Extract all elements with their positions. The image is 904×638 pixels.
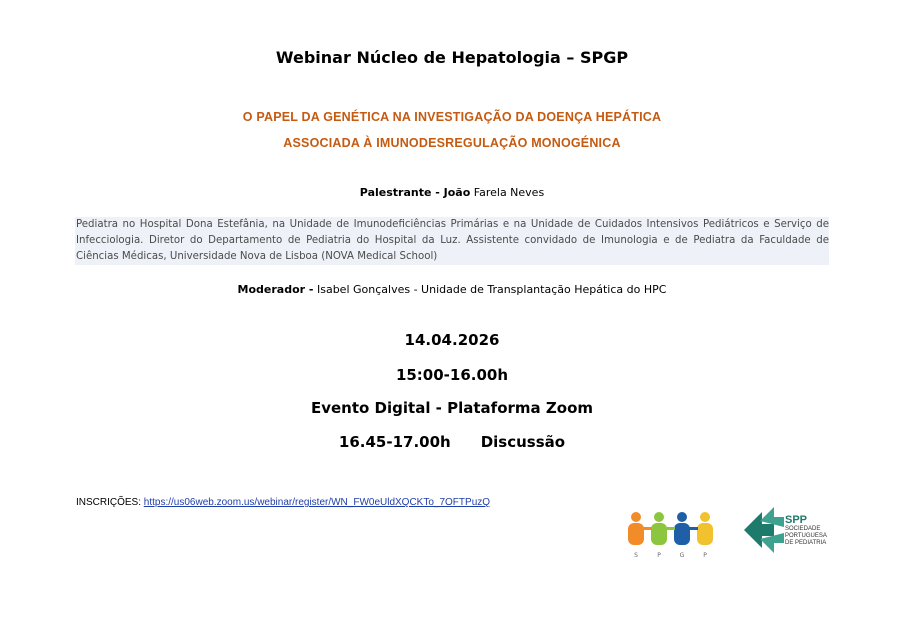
spgp-letter: P <box>657 552 661 559</box>
speaker-label: Palestrante - João <box>359 186 471 199</box>
spgp-arm-link <box>666 527 675 530</box>
moderator-text: Isabel Gonçalves - Unidade de Transplantação Hepática do HPC <box>313 283 667 296</box>
spgp-child-figure <box>697 512 713 545</box>
moderator-label: Moderador - <box>237 283 314 296</box>
event-time: 15:00-16.00h <box>395 366 509 384</box>
registration-line <box>76 497 490 508</box>
moderator-line <box>0 283 904 296</box>
spgp-child-figure <box>674 512 690 545</box>
spp-abbr: SPP <box>785 514 808 526</box>
discussion-label: Discussão <box>480 433 566 451</box>
spgp-arm-link <box>689 527 698 530</box>
spgp-letter: G <box>679 552 685 559</box>
spp-line-1: SOCIEDADE <box>785 526 821 532</box>
topic-title-line-2: ASSOCIADA À IMUNODESREGULAÇÃO MONOGÉNICA <box>283 136 621 150</box>
event-venue: Evento Digital - Plataforma Zoom <box>310 399 594 417</box>
speaker-name: Farela Neves <box>470 186 545 199</box>
speaker-bio: Pediatra no Hospital Dona Estefânia, na Unidade de Imunodeficiências Primárias e na Unidade de Cuidados Intensivos Pediátricos e Serviço de Infecciologia. Diretor do Departamento de Pediatria do Hospital da Luz. Assistente convidado de Imunologia e de Pediatra da Faculdade de Ciências Médicas, Universidade Nova de Lisboa (NOVA Medical School) <box>75 217 829 265</box>
spp-logo-text <box>785 514 827 547</box>
registration-link[interactable]: https://us06web.zoom.us/webinar/register/WN_FW0eUldXQCKTo_7OFTPuzQ <box>143 497 491 508</box>
page-title: Webinar Núcleo de Hepatologia – SPGP <box>275 48 629 67</box>
event-date: 14.04.2026 <box>404 331 500 349</box>
speaker-line <box>0 186 904 199</box>
spgp-logo <box>624 511 718 561</box>
discussion-line <box>0 433 904 451</box>
spgp-letter: P <box>703 552 707 559</box>
topic-title-line-1: O PAPEL DA GENÉTICA NA INVESTIGAÇÃO DA DOENÇA HEPÁTICA <box>242 110 662 124</box>
spgp-letter: S <box>634 552 638 559</box>
discussion-time: 16.45-17.00h <box>338 433 451 451</box>
registration-label: INSCRIÇÕES: <box>76 497 144 508</box>
spp-line-2: PORTUGUESA <box>785 533 827 539</box>
spgp-child-figure <box>651 512 667 545</box>
spp-line-3: DE PEDIATRIA <box>785 540 827 546</box>
spgp-child-figure <box>628 512 644 545</box>
spgp-arm-link <box>643 527 652 530</box>
